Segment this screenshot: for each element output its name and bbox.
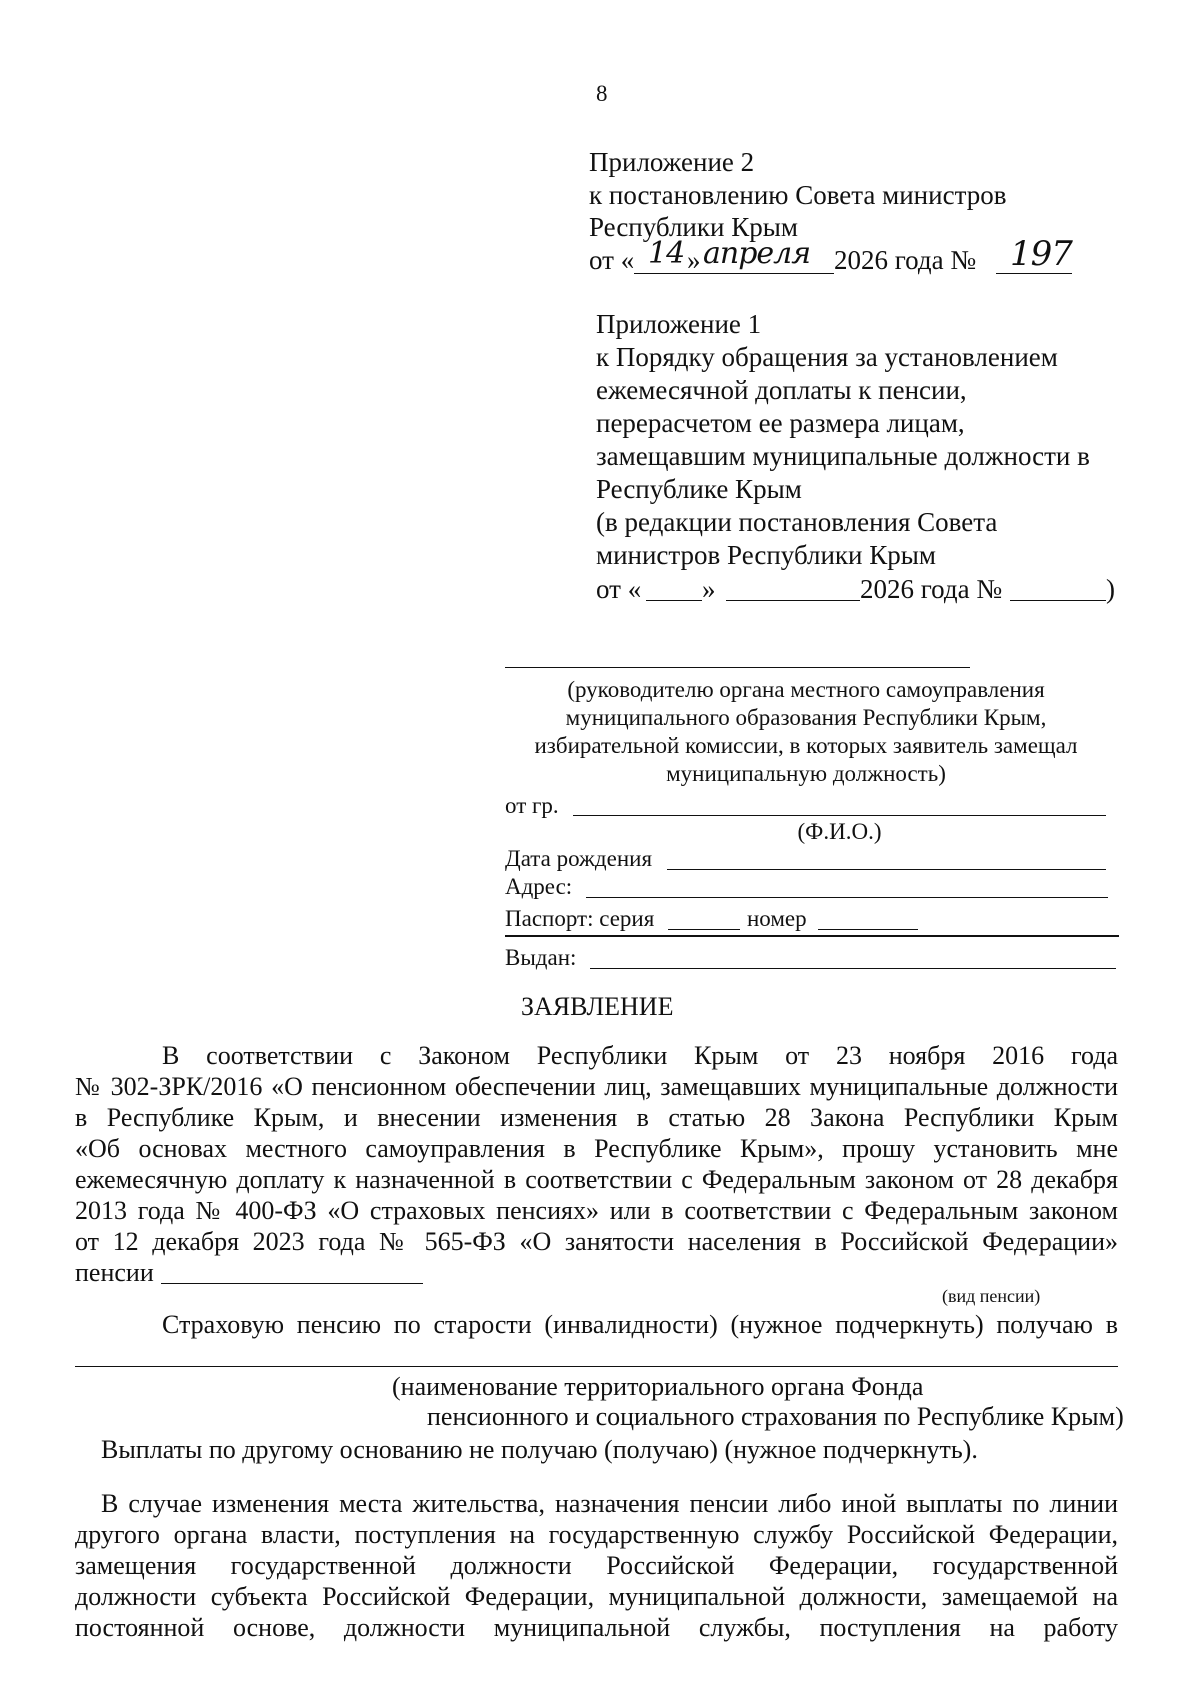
statement-p1-line: в Республике Крым, и внесении изменения в статью 28 Закона Республики Крым: [75, 1103, 1118, 1132]
statement-p1-line: «Об основах местного самоуправления в Республике Крым», прошу установить мне: [75, 1134, 1118, 1163]
appendix1-date-c: 2026 года №: [860, 574, 1003, 604]
appendix1-date-a: от «: [596, 574, 642, 604]
fund-caption-1: (наименование территориального органа Фонда: [392, 1372, 924, 1401]
statement-p4-line: В случае изменения места жительства, назначения пенсии либо иной выплаты по линии: [101, 1489, 1118, 1518]
statement-p1-line: В соответствии с Законом Республики Крым от 23 ноября 2016 года: [162, 1041, 1118, 1070]
statement-p4-line: постоянной основе, должности муниципальной службы, поступления на работу: [75, 1613, 1118, 1642]
passport-number-label: номер: [747, 906, 807, 931]
appendix2-date-prefix: от «: [589, 245, 635, 275]
issued-line: [590, 968, 1116, 969]
appendix2-line1: к постановлению Совета министров: [589, 180, 1007, 210]
appendix1-line: ежемесячной доплаты к пенсии,: [596, 375, 967, 405]
passport-series-label: Паспорт: серия: [505, 906, 655, 931]
fund-name-line: [75, 1366, 1118, 1367]
statement-p1-line: ежемесячную доплату к назначенной в соответствии с Федеральным законом от 28 декабря: [75, 1165, 1118, 1194]
appendix1-line: замещавшим муниципальные должности в: [596, 441, 1090, 471]
passport-bottom-rule: [505, 935, 1119, 937]
pension-label: пенсии: [75, 1258, 154, 1287]
statement-p4-line: замещения государственной должности Российской Федерации, государственной: [75, 1551, 1118, 1580]
appendix1-line: перерасчетом ее размера лицам,: [596, 408, 965, 438]
appendix1-month-blank: [726, 600, 860, 601]
passport-number-line: [818, 929, 918, 930]
appendix2-date-underline: [634, 273, 834, 274]
statement-p4-line: другого органа власти, поступления на государственную службу Российской Федерации,: [75, 1520, 1118, 1549]
pension-type-caption: (вид пенсии): [942, 1286, 1041, 1306]
address-line: [586, 897, 1108, 898]
from-label: от гр.: [505, 793, 559, 818]
addressee-caption: (руководителю органа местного самоуправления: [567, 677, 1045, 702]
page-number: 8: [596, 81, 608, 106]
appendix1-line: министров Республики Крым: [596, 540, 936, 570]
appendix1-date-b: »: [702, 574, 716, 604]
appendix2-month-handwritten: апреля: [703, 236, 811, 271]
appendix2-day-handwritten: 14: [648, 236, 685, 271]
pension-type-line: [161, 1283, 423, 1284]
birth-date-line: [667, 869, 1106, 870]
appendix2-year: 2026 года №: [834, 245, 977, 275]
statement-p4-line: должности субъекта Российской Федерации, муниципальной должности, замещаемой на: [75, 1582, 1118, 1611]
addressee-caption: избирательной комиссии, в которых заявитель замещал: [534, 733, 1078, 758]
addressee-line: [505, 667, 970, 668]
passport-series-line: [668, 929, 740, 930]
statement-p1-line: № 302-ЗРК/2016 «О пенсионном обеспечении лиц, замещавших муниципальные должности: [75, 1072, 1118, 1101]
appendix2-title: Приложение 2: [589, 147, 755, 177]
appendix1-line: (в редакции постановления Совета: [596, 507, 998, 537]
fund-caption-2: пенсионного и социального страхования по Республике Крым): [427, 1402, 1124, 1431]
address-label: Адрес:: [505, 874, 573, 899]
fio-caption: (Ф.И.О.): [797, 819, 882, 844]
appendix1-day-blank: [646, 600, 702, 601]
statement-p2: Страховую пенсию по старости (инвалидности) (нужное подчеркнуть) получаю в: [162, 1310, 1118, 1339]
issued-label: Выдан:: [505, 945, 577, 970]
appendix1-line: к Порядку обращения за установлением: [596, 342, 1058, 372]
statement-p1-line: от 12 декабря 2023 года № 565-ФЗ «О занятости населения в Российской Федерации»: [75, 1227, 1118, 1256]
fio-field-line: [573, 815, 1106, 816]
appendix1-date-d: ): [1106, 574, 1115, 604]
statement-p3: Выплаты по другому основанию не получаю (получаю) (нужное подчеркнуть).: [101, 1435, 978, 1464]
statement-p1-line: 2013 года № 400-ФЗ «О страховых пенсиях» или в соответствии с Федеральным законом: [75, 1196, 1118, 1225]
addressee-caption: муниципальную должность): [666, 761, 946, 786]
appendix2-line2: Республики Крым: [589, 212, 798, 242]
statement-heading: ЗАЯВЛЕНИЕ: [521, 992, 674, 1021]
appendix1-number-blank: [1010, 600, 1106, 601]
appendix2-number-handwritten: 197: [1010, 234, 1072, 274]
appendix1-title: Приложение 1: [596, 309, 762, 339]
birth-date-label: Дата рождения: [505, 846, 653, 871]
appendix2-date-mid: »: [687, 245, 701, 275]
appendix1-line: Республике Крым: [596, 474, 802, 504]
addressee-caption: муниципального образования Республики Крым,: [565, 705, 1047, 730]
